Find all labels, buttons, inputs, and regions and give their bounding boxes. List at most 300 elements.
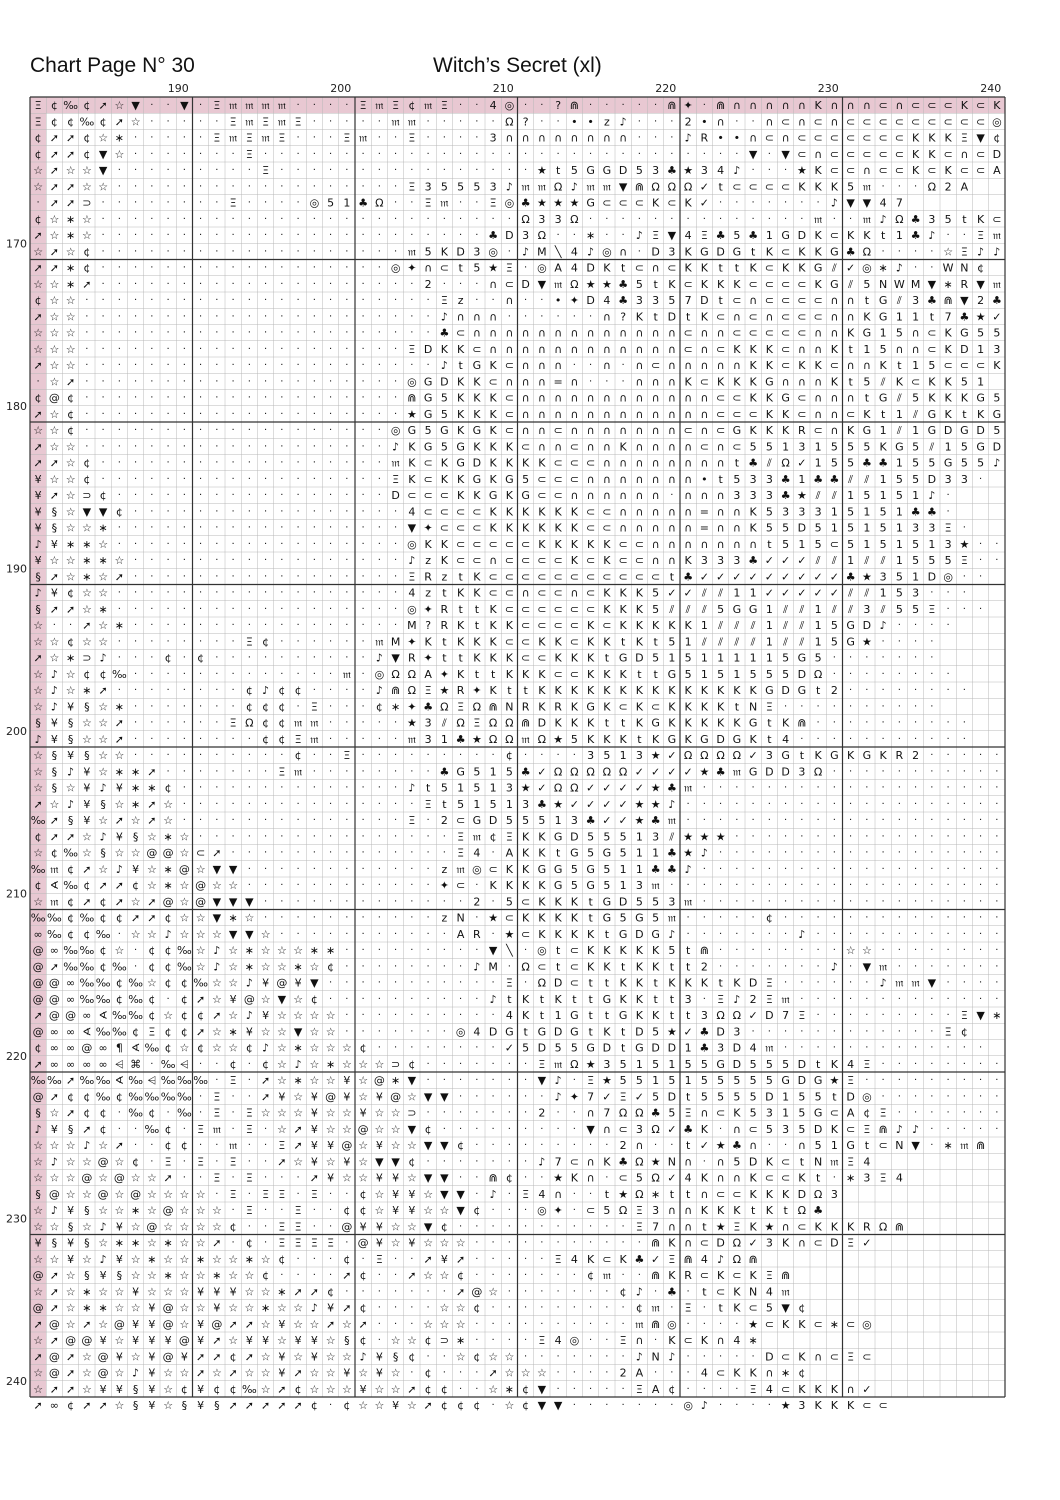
stitch-symbol: · — [297, 588, 300, 599]
stitch-symbol: 5 — [717, 668, 724, 681]
stitch-symbol: · — [719, 880, 722, 891]
stitch-symbol: ¢ — [67, 424, 74, 437]
stitch-symbol: ☆ — [179, 1269, 189, 1282]
stitch-symbol: ¢ — [100, 489, 107, 502]
stitch-symbol: ∩ — [668, 554, 676, 567]
stitch-symbol: · — [410, 1010, 413, 1021]
stitch-symbol: @ — [49, 1318, 60, 1331]
stitch-symbol: ▼ — [668, 229, 677, 242]
stitch-symbol: ☆ — [456, 1237, 466, 1250]
stitch-symbol: · — [362, 994, 365, 1005]
stitch-symbol: @ — [49, 1350, 60, 1363]
stitch-symbol: · — [914, 815, 917, 826]
stitch-symbol: t — [605, 717, 610, 730]
stitch-symbol: ☆ — [277, 1074, 287, 1087]
stitch-symbol: · — [134, 685, 137, 696]
stitch-symbol: · — [329, 701, 332, 712]
stitch-symbol: ∩ — [635, 424, 643, 437]
stitch-symbol: ▼ — [619, 180, 628, 193]
stitch-symbol: ☆ — [391, 1367, 401, 1380]
stitch-symbol: ⊂ — [424, 505, 433, 518]
stitch-symbol: 5 — [766, 505, 773, 518]
stitch-symbol: ∩ — [489, 327, 497, 340]
stitch-symbol: ☆ — [66, 1318, 76, 1331]
stitch-symbol: ☆ — [98, 180, 108, 193]
stitch-symbol: · — [427, 360, 430, 371]
stitch-symbol: · — [345, 734, 348, 745]
stitch-symbol: · — [475, 1270, 478, 1281]
stitch-symbol: ∩ — [652, 262, 660, 275]
stitch-symbol: ∩ — [505, 294, 513, 307]
stitch-symbol: Ξ — [620, 1334, 627, 1347]
stitch-symbol: 1 — [636, 830, 643, 843]
stitch-symbol: ☆ — [114, 99, 124, 112]
stitch-symbol: · — [150, 344, 153, 355]
stitch-symbol: K — [571, 505, 579, 518]
stitch-symbol: · — [703, 1384, 706, 1395]
stitch-symbol: · — [443, 165, 446, 176]
stitch-symbol: · — [280, 393, 283, 404]
stitch-symbol: ☆ — [66, 1155, 76, 1168]
stitch-symbol: · — [118, 393, 121, 404]
stitch-symbol: ▼ — [911, 1139, 920, 1152]
stitch-symbol: · — [329, 149, 332, 160]
stitch-symbol: · — [410, 896, 413, 907]
stitch-symbol: G — [586, 164, 595, 177]
stitch-symbol: 1 — [896, 522, 903, 535]
stitch-symbol: · — [540, 1140, 543, 1151]
stitch-symbol: ⊂ — [830, 164, 839, 177]
stitch-symbol: · — [345, 636, 348, 647]
stitch-symbol: ☆ — [131, 895, 141, 908]
stitch-symbol: ¥ — [343, 1074, 350, 1087]
stitch-symbol: 𝔪 — [213, 1123, 221, 1136]
stitch-symbol: 𝔪 — [993, 278, 1001, 291]
stitch-symbol: Ξ — [977, 229, 984, 242]
stitch-symbol: · — [183, 571, 186, 582]
stitch-symbol: K — [766, 245, 774, 258]
stitch-symbol: K — [490, 392, 498, 405]
stitch-symbol: 1 — [506, 798, 513, 811]
stitch-symbol: K — [928, 132, 936, 145]
stitch-symbol: ‰ — [79, 115, 94, 128]
stitch-symbol: · — [427, 116, 430, 127]
stitch-symbol: · — [118, 230, 121, 241]
stitch-symbol: 𝔪 — [310, 717, 318, 730]
stitch-symbol: ➚ — [66, 603, 75, 616]
stitch-symbol: ♣ — [667, 1285, 677, 1298]
stitch-symbol: ☆ — [98, 1172, 108, 1185]
stitch-symbol: · — [362, 604, 365, 615]
stitch-symbol: ∞ — [82, 1058, 91, 1071]
stitch-symbol: K — [717, 1269, 725, 1282]
stitch-symbol: · — [833, 978, 836, 989]
stitch-symbol: ¢ — [116, 505, 123, 518]
stitch-symbol: ⊃ — [391, 1058, 400, 1071]
stitch-symbol: ∞ — [66, 1058, 75, 1071]
stitch-symbol: ☆ — [326, 1367, 336, 1380]
stitch-symbol: ∩ — [814, 148, 822, 161]
stitch-symbol: Ξ — [408, 132, 415, 145]
stitch-symbol: · — [865, 815, 868, 826]
stitch-symbol: 3 — [636, 1123, 643, 1136]
stitch-symbol: ⊂ — [505, 408, 514, 421]
stitch-symbol: 5 — [766, 1074, 773, 1087]
stitch-symbol: Ω — [538, 977, 546, 990]
stitch-symbol: ¢ — [360, 1042, 367, 1055]
stitch-symbol: K — [587, 652, 595, 665]
stitch-symbol: Ξ — [945, 522, 952, 535]
stitch-symbol: t — [881, 408, 886, 421]
stitch-symbol: ☆ — [114, 148, 124, 161]
stitch-symbol: G — [489, 489, 498, 502]
stitch-symbol: · — [475, 750, 478, 761]
stitch-symbol: · — [979, 1043, 982, 1054]
stitch-symbol: ⊂ — [554, 554, 563, 567]
stitch-symbol: ✓ — [781, 554, 790, 567]
stitch-symbol: · — [524, 1270, 527, 1281]
stitch-symbol: Ξ — [230, 197, 237, 210]
stitch-symbol: Ξ — [213, 1107, 220, 1120]
stitch-symbol: ☆ — [82, 733, 92, 746]
stitch-symbol: · — [410, 1254, 413, 1265]
stitch-symbol: ⊂ — [440, 262, 449, 275]
stitch-symbol: Ω — [733, 1237, 741, 1250]
stitch-symbol: ♪ — [538, 1155, 545, 1168]
stitch-symbol: ∗ — [164, 1237, 173, 1250]
stitch-symbol: · — [410, 1368, 413, 1379]
stitch-symbol: · — [947, 913, 950, 924]
stitch-symbol: ¢ — [278, 1253, 285, 1266]
stitch-symbol: ¢ — [230, 1058, 237, 1071]
stitch-symbol: ▼ — [586, 1123, 595, 1136]
stitch-symbol: A — [424, 668, 432, 681]
stitch-symbol: ∗ — [245, 960, 254, 973]
stitch-symbol: · — [605, 1238, 608, 1249]
stitch-symbol: ∩ — [863, 99, 871, 112]
stitch-symbol: K — [945, 327, 953, 340]
stitch-symbol: · — [557, 1351, 560, 1362]
stitch-symbol: · — [102, 409, 105, 420]
stitch-symbol: · — [345, 831, 348, 842]
stitch-symbol: · — [118, 685, 121, 696]
stitch-symbol: W — [894, 278, 905, 291]
stitch-symbol: t — [556, 960, 561, 973]
stitch-symbol: ☆ — [326, 1383, 336, 1396]
stitch-symbol: ⊂ — [749, 1123, 758, 1136]
stitch-symbol: · — [410, 864, 413, 875]
stitch-symbol: · — [443, 1156, 446, 1167]
stitch-symbol: · — [898, 636, 901, 647]
stitch-symbol: · — [898, 994, 901, 1005]
stitch-symbol: 5 — [441, 392, 448, 405]
stitch-symbol: Ξ — [945, 1025, 952, 1038]
stitch-symbol: · — [427, 913, 430, 924]
stitch-symbol: ¢ — [490, 830, 497, 843]
stitch-symbol: K — [928, 375, 936, 388]
stitch-symbol: · — [817, 929, 820, 940]
stitch-symbol: · — [362, 458, 365, 469]
stitch-symbol: ¢ — [798, 1367, 805, 1380]
stitch-symbol: ☆ — [196, 1269, 206, 1282]
stitch-symbol: · — [930, 718, 933, 729]
stitch-symbol: · — [703, 1351, 706, 1362]
stitch-symbol: ☆ — [261, 1253, 271, 1266]
stitch-symbol: ☆ — [326, 1074, 336, 1087]
stitch-symbol: ✓ — [684, 765, 693, 778]
stitch-symbol: ¥ — [262, 977, 269, 990]
stitch-symbol: ¥ — [262, 1334, 269, 1347]
stitch-symbol: ✓ — [765, 570, 774, 583]
stitch-symbol: · — [394, 929, 397, 940]
stitch-symbol: ∩ — [570, 343, 578, 356]
stitch-symbol: ∩ — [635, 522, 643, 535]
stitch-symbol: · — [329, 263, 332, 274]
stitch-symbol: · — [784, 929, 787, 940]
column-label: 230 — [818, 82, 839, 95]
stitch-symbol: ⊂ — [976, 99, 985, 112]
stitch-symbol: · — [167, 149, 170, 160]
stitch-symbol: ☆ — [163, 1383, 173, 1396]
stitch-symbol: ▼ — [456, 1188, 465, 1201]
stitch-symbol: ▼ — [213, 863, 222, 876]
stitch-symbol: ∗ — [456, 1334, 465, 1347]
stitch-symbol: · — [378, 393, 381, 404]
stitch-symbol: ☆ — [342, 1058, 352, 1071]
stitch-symbol: · — [248, 165, 251, 176]
stitch-symbol: 5 — [847, 440, 854, 453]
stitch-symbol: ☆ — [326, 1025, 336, 1038]
stitch-symbol: · — [524, 1238, 527, 1249]
stitch-symbol: ★ — [862, 635, 872, 648]
stitch-symbol: ∩ — [424, 262, 432, 275]
stitch-symbol: 4 — [506, 1009, 513, 1022]
stitch-symbol: ▼ — [408, 522, 417, 535]
stitch-symbol: · — [898, 783, 901, 794]
stitch-symbol: ¥ — [100, 1334, 107, 1347]
stitch-symbol: 4 — [766, 1285, 773, 1298]
stitch-symbol: · — [183, 815, 186, 826]
stitch-symbol: ♪ — [831, 960, 838, 973]
stitch-symbol: ⊂ — [570, 603, 579, 616]
stitch-symbol: ➚ — [261, 1074, 270, 1087]
stitch-symbol: ¢ — [148, 993, 155, 1006]
stitch-symbol: Ξ — [213, 99, 220, 112]
stitch-symbol: ✓ — [765, 587, 774, 600]
stitch-symbol: · — [394, 376, 397, 387]
stitch-symbol: 1 — [928, 538, 935, 551]
stitch-symbol: · — [784, 831, 787, 842]
stitch-symbol: ¢ — [376, 700, 383, 713]
stitch-symbol: · — [752, 165, 755, 176]
stitch-symbol: · — [329, 913, 332, 924]
stitch-symbol: · — [264, 799, 267, 810]
stitch-symbol: ⊂ — [846, 148, 855, 161]
stitch-symbol: · — [735, 913, 738, 924]
stitch-symbol: · — [378, 929, 381, 940]
stitch-symbol: 1 — [847, 489, 854, 502]
stitch-symbol: ☆ — [114, 1155, 124, 1168]
stitch-symbol: · — [947, 994, 950, 1005]
stitch-symbol: · — [329, 588, 332, 599]
stitch-symbol: · — [313, 474, 316, 485]
stitch-symbol: ¢ — [51, 99, 58, 112]
stitch-symbol: · — [882, 181, 885, 192]
stitch-symbol: · — [800, 880, 803, 891]
stitch-symbol: ⊂ — [976, 115, 985, 128]
stitch-symbol: K — [652, 197, 660, 210]
stitch-symbol: · — [118, 1108, 121, 1119]
stitch-symbol: ⊃ — [440, 1334, 449, 1347]
stitch-symbol: K — [636, 603, 644, 616]
stitch-symbol: · — [134, 506, 137, 517]
stitch-symbol: ➚ — [50, 960, 59, 973]
stitch-symbol: 3 — [798, 440, 805, 453]
stitch-symbol: ⊂ — [651, 700, 660, 713]
stitch-symbol: · — [784, 815, 787, 826]
stitch-symbol: · — [540, 100, 543, 111]
stitch-symbol: 5 — [798, 1107, 805, 1120]
stitch-symbol: · — [865, 896, 868, 907]
stitch-symbol: ∩ — [635, 473, 643, 486]
stitch-symbol: ☆ — [82, 1383, 92, 1396]
stitch-symbol: · — [735, 945, 738, 956]
stitch-symbol: Ω — [635, 1188, 643, 1201]
stitch-symbol: ⊂ — [537, 587, 546, 600]
stitch-symbol: G — [781, 1074, 790, 1087]
stitch-symbol: ⊂ — [732, 440, 741, 453]
stitch-symbol: · — [898, 1059, 901, 1070]
stitch-symbol: ☆ — [326, 1009, 336, 1022]
stitch-symbol: · — [215, 328, 218, 339]
stitch-symbol: ⫽ — [685, 603, 691, 616]
stitch-symbol: · — [995, 815, 998, 826]
stitch-symbol: 1 — [880, 489, 887, 502]
stitch-symbol: · — [833, 945, 836, 956]
stitch-symbol: ∩ — [522, 327, 530, 340]
stitch-symbol: ⊂ — [944, 115, 953, 128]
stitch-symbol: ⊂ — [749, 1302, 758, 1315]
stitch-symbol: · — [297, 230, 300, 241]
stitch-symbol: · — [768, 1400, 771, 1411]
stitch-symbol: · — [394, 506, 397, 517]
stitch-symbol: ∗ — [131, 798, 140, 811]
stitch-symbol: · — [329, 636, 332, 647]
stitch-symbol: · — [264, 913, 267, 924]
stitch-symbol: t — [670, 960, 675, 973]
stitch-symbol: · — [735, 1384, 738, 1395]
stitch-symbol: · — [492, 116, 495, 127]
stitch-symbol: G — [603, 895, 612, 908]
stitch-symbol: ✦ — [407, 262, 416, 275]
stitch-symbol: ¢ — [425, 1383, 432, 1396]
stitch-symbol: ▼ — [538, 1383, 547, 1396]
stitch-symbol: 5 — [620, 830, 627, 843]
stitch-symbol: D — [651, 1042, 659, 1055]
stitch-symbol: ☆ — [439, 1269, 449, 1282]
stitch-symbol: · — [524, 165, 527, 176]
stitch-symbol: 5 — [896, 587, 903, 600]
stitch-symbol: ‰ — [177, 944, 192, 957]
stitch-symbol: ∩ — [717, 1155, 725, 1168]
stitch-symbol: Ξ — [425, 684, 432, 697]
stitch-symbol: · — [362, 783, 365, 794]
stitch-symbol: ⊂ — [472, 505, 481, 518]
stitch-symbol: ☆ — [49, 424, 59, 437]
stitch-symbol: ▼ — [229, 895, 238, 908]
stitch-symbol: 5 — [750, 668, 757, 681]
stitch-symbol: ✓ — [700, 180, 709, 193]
stitch-symbol: ⊂ — [797, 278, 806, 291]
stitch-symbol: ¢ — [246, 1042, 253, 1055]
stitch-symbol: K — [750, 522, 758, 535]
stitch-symbol: ¶ — [116, 1042, 123, 1055]
stitch-symbol: · — [248, 393, 251, 404]
stitch-symbol: · — [313, 344, 316, 355]
stitch-symbol: · — [215, 1075, 218, 1086]
stitch-symbol: K — [782, 1237, 790, 1250]
stitch-symbol: K — [766, 408, 774, 421]
stitch-symbol: ∩ — [635, 457, 643, 470]
stitch-symbol: · — [427, 1351, 430, 1362]
stitch-symbol: K — [750, 262, 758, 275]
stitch-symbol: ⊂ — [537, 489, 546, 502]
stitch-symbol: · — [329, 376, 332, 387]
stitch-symbol: G — [473, 424, 482, 437]
stitch-symbol: · — [784, 165, 787, 176]
stitch-symbol: · — [930, 1140, 933, 1151]
stitch-symbol: · — [865, 783, 868, 794]
stitch-symbol: Ξ — [798, 1009, 805, 1022]
stitch-symbol: Ξ — [262, 164, 269, 177]
stitch-symbol: ➚ — [50, 603, 59, 616]
stitch-symbol: · — [345, 165, 348, 176]
stitch-symbol: · — [280, 344, 283, 355]
stitch-symbol: ∩ — [814, 392, 822, 405]
stitch-symbol: t — [653, 635, 658, 648]
stitch-symbol: @ — [146, 1220, 157, 1233]
stitch-symbol: Ω — [505, 115, 513, 128]
stitch-symbol: K — [490, 457, 498, 470]
stitch-symbol: ✓ — [602, 798, 611, 811]
stitch-symbol: ¢ — [67, 635, 74, 648]
stitch-symbol: ¥ — [116, 1253, 123, 1266]
stitch-symbol: 2 — [473, 895, 480, 908]
stitch-symbol: 5 — [636, 164, 643, 177]
stitch-symbol: ¥ — [311, 1123, 318, 1136]
stitch-symbol: ⩤ — [147, 1074, 156, 1087]
stitch-symbol: · — [362, 945, 365, 956]
stitch-symbol: ∩ — [652, 408, 660, 421]
stitch-symbol: ☆ — [131, 1253, 141, 1266]
stitch-symbol: ¢ — [441, 1383, 448, 1396]
stitch-symbol: · — [833, 929, 836, 940]
stitch-symbol: K — [506, 879, 514, 892]
stitch-symbol: ∩ — [603, 424, 611, 437]
stitch-symbol: K — [587, 733, 595, 746]
stitch-symbol: ¥ — [116, 830, 123, 843]
stitch-symbol: ⫽ — [831, 603, 837, 616]
stitch-symbol: ☆ — [179, 1285, 189, 1298]
stitch-symbol: · — [183, 799, 186, 810]
stitch-symbol: D — [976, 424, 984, 437]
stitch-symbol: ∩ — [700, 1107, 708, 1120]
stitch-symbol: · — [102, 328, 105, 339]
stitch-symbol: · — [199, 815, 202, 826]
stitch-symbol: · — [313, 311, 316, 322]
stitch-symbol: @ — [163, 1302, 174, 1315]
stitch-symbol: · — [524, 978, 527, 989]
